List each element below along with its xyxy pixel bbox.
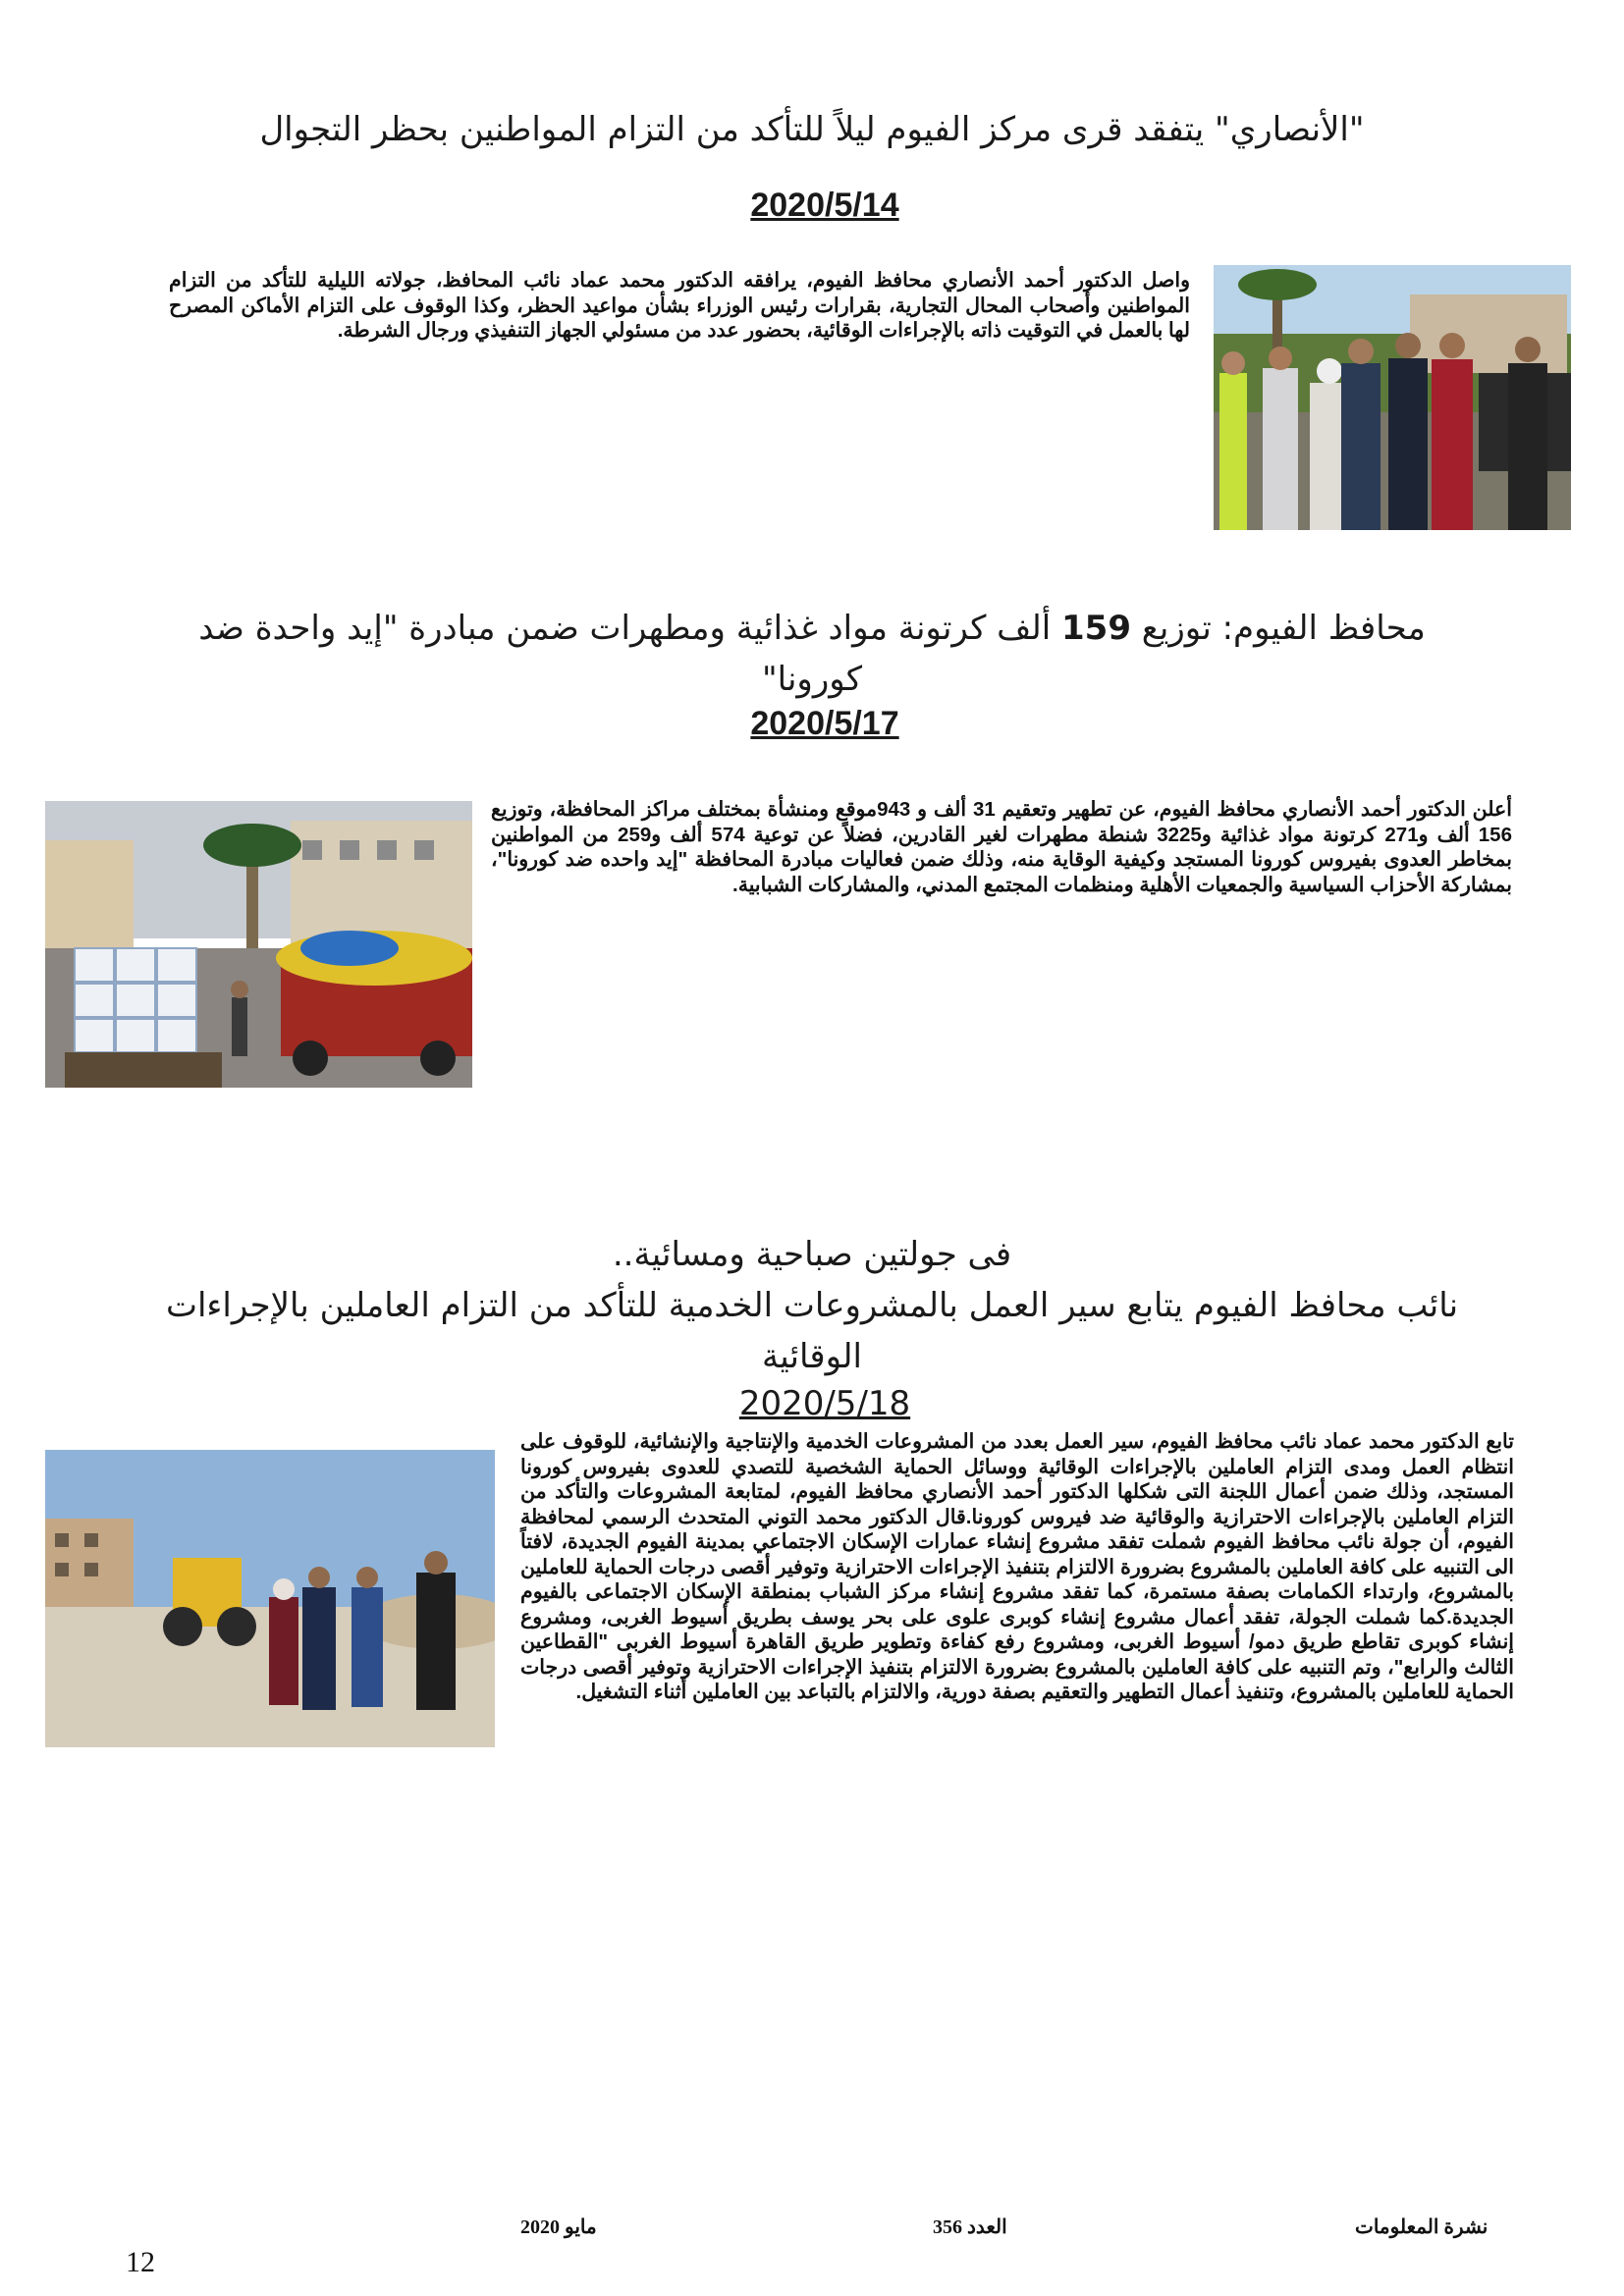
article3-body: [116, 1429, 1514, 1749]
food-boxes-truck-image: [45, 801, 472, 1088]
officials-night-tour-image: [1214, 265, 1571, 530]
article2-title-part1: محافظ الفيوم: توزيع: [1130, 609, 1426, 648]
article3-date: 2020/5/18: [738, 1384, 911, 1423]
article2-title-number: 159: [1061, 609, 1131, 648]
article2-title-part2: ألف كرتونة مواد غذائية ومطهرات ضمن مبادرة "إيد واحدة ضد كورونا": [198, 609, 1061, 699]
article2-title: [147, 603, 1477, 705]
article3-title-line2: نائب محافظ الفيوم يتابع سير العمل بالمشروعات الخدمية للتأكد من التزام العاملين بالإجراءات الوقائية: [165, 1286, 1459, 1376]
article3-title: [147, 1229, 1477, 1382]
article1-body: واصل الدكتور أحمد الأنصاري محافظ الفيوم، يرافقه الدكتور محمد عماد نائب المحافظ، جولاته الليلية للتأكد من التزام المواطنين وأصحاب المحال التجارية، بقرارات رئيس الوزراء بشأن مواعيد الحظر، وكذا الوقوف على التزام الأماكن المصرح لها بالعمل في التوقيت ذاته بالإجراءات الوقائية، بحضور عدد من مسئولي الجهاز التنفيذي ورجال الشرطة.: [169, 269, 1190, 342]
article1-title: "الأنصاري" يتفقد قرى مركز الفيوم ليلاً للتأكد من التزام المواطنين بحظر التجوال: [259, 110, 1365, 149]
article2-body: أعلن الدكتور أحمد الأنصاري محافظ الفيوم، عن تطهير وتعقيم 31 ألف و 943موقع ومنشأة بمختلف مراكز المحافظة، وتوزيع 156 ألف و271 كرتونة مواد غذائية و3225 شنطة مطهرات لغير القادرين، فضلاً عن توعية 574 ألف و259 من المواطنين بمخاطر العدوى بفيروس كورونا المستجد وكيفية الوقاية منه، وذلك ضمن فعاليات مبادرة المحافظة "إيد واحده ضد كورونا"، بمشاركة الأحزاب السياسية والجمعيات الأهلية ومنظمات المجتمع المدني، والمشاركات الشبابية.: [491, 798, 1512, 896]
footer-month: مايو 2020: [520, 2216, 597, 2238]
footer-issue: العدد 356: [933, 2216, 1007, 2238]
article1-date: 2020/5/14: [750, 187, 899, 224]
article3-title-line1: فى جولتين صباحية ومسائية..: [612, 1235, 1012, 1274]
article2-photo: [45, 801, 472, 1088]
article3-body-text: تابع الدكتور محمد عماد نائب محافظ الفيوم، سير العمل بعدد من المشروعات الخدمية والإنتاجية والإنشائية، للوقوف على انتظام العمل ومدى التزام العاملين بالإجراءات الوقائية ووسائل الحماية الشخصية للتصدي للعدوى بفيروس كورونا المستجد، وذلك ضمن أعمال اللجنة التى شكلها الدكتور أحمد الأنصاري محافظ الفيوم، لمتابعة المشروعات والتأكد من التزام العاملين بالإجراءات الاحترازية والوقائية ضد فيروس كورونا.قال الدكتور محمد التوني المتحدث الرسمي لمحافظة الفيوم، أن جولة نائب محافظ الفيوم شملت تفقد مشروع إنشاء عمارات الإسكان الاجتماعي بمدينة الفيوم الجديدة، لافتاً الى التنبيه على كافة العاملين بالمشروع بضرورة الالتزام بتنفيذ الإجراءات الاحترازية وتوفير أقصى درجات الحماية للعاملين بالمشروع، وارتداء الكمامات بصفة مستمرة، كما تفقد مشروع إنشاء مركز الشباب بمنطقة الإسكان الاجتماعى بالفيوم الجديدة.كما شملت الجولة، تفقد أعمال مشروع إنشاء كوبرى علوى على بحر يوسف بطريق أسيوط الغربى، ومشروع إنشاء كوبرى تقاطع طريق دمو/ أسيوط الغربى، ومشروع رفع كفاءة وتطوير طريق القاهرة أسيوط الغربى "القطاعين الثالث والرابع"، وتم التنبيه على كافة العاملين بالمشروع بضرورة الالتزام بتنفيذ الإجراءات الاحترازية وتوفير أقصى درجات الحماية للعاملين بالمشروع، وتنفيذ أعمال التطهير والتعقيم بصفة دورية، والالتزام بالتباعد بين العاملين أثناء التشغيل.: [520, 1430, 1514, 1703]
page-number: 12: [126, 2246, 155, 2278]
article2-date: 2020/5/17: [750, 705, 899, 742]
footer-publication: نشرة المعلومات: [1355, 2216, 1489, 2238]
article3-photo-spacer: [116, 1429, 520, 1749]
article1-photo: [1214, 265, 1571, 530]
